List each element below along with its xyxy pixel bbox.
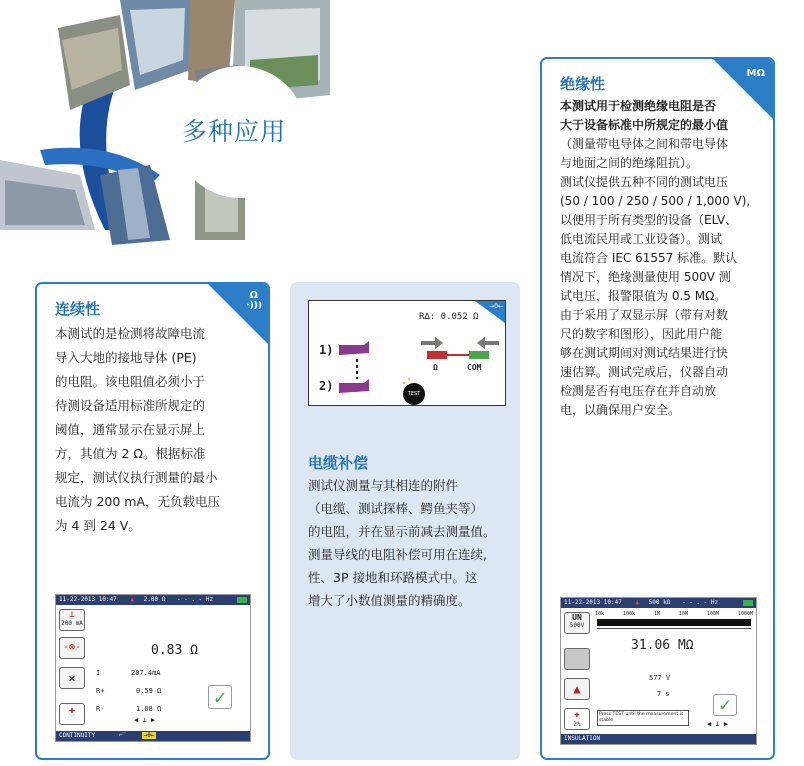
main-reading: 0.83 Ω bbox=[151, 643, 198, 658]
continuity-panel bbox=[35, 282, 270, 760]
text-line: 为 4 到 24 V。 bbox=[55, 518, 141, 533]
insulation-description bbox=[560, 135, 770, 420]
warning-icon: ▲ bbox=[635, 599, 640, 606]
status-frequency: - - . - Hz bbox=[681, 599, 719, 606]
main-reading: 31.06 MΩ bbox=[631, 638, 694, 653]
text-line: 够在测试期间对测试结果进行快 bbox=[560, 346, 729, 360]
status-date: 11-22-2013 10:47 bbox=[564, 599, 622, 606]
screen-footer bbox=[561, 734, 756, 744]
text-line: 的电阻，并在显示前减去测量值。 bbox=[308, 524, 496, 539]
test-button-icon: TEST bbox=[403, 383, 425, 405]
text-line: (50 / 100 / 250 / 500 / 1,000 V), bbox=[560, 194, 751, 208]
scale-tick-label: 1M bbox=[653, 611, 660, 617]
text-line: 检测是否有电压存在并自动放 bbox=[560, 384, 717, 398]
mode-name: INSULATION bbox=[564, 735, 601, 742]
text-line: 电流符合 IEC 61557 标准。默认 bbox=[560, 251, 738, 265]
text-line: 性、3P 接地和环路模式中。这 bbox=[308, 570, 478, 585]
test-voltage-icon[interactable] bbox=[564, 612, 590, 634]
text-line: 速估算。测试完成后，仪器自动 bbox=[560, 365, 729, 379]
nav-arrows[interactable]: ◀ ⊥ ▶ bbox=[707, 720, 729, 728]
step-one-label: 1) bbox=[319, 343, 334, 357]
blank-function-icon[interactable] bbox=[564, 648, 590, 670]
insulation-lead bbox=[560, 97, 770, 135]
row-value-rplus: 0.59 Ω bbox=[136, 687, 162, 695]
omega-icon: Ω bbox=[249, 290, 258, 301]
cable-description bbox=[308, 474, 518, 612]
text-line: 规定，测试仪执行测量的最小 bbox=[55, 470, 218, 485]
text-line: 本测试用于检测绝缘电阻是否 bbox=[560, 99, 717, 113]
text-line: 低电流民用或工业设备）。测试 bbox=[560, 232, 723, 246]
tools-icon[interactable]: ✕ bbox=[59, 667, 85, 689]
text-line: 测量导线的电阻补偿可用在连续, bbox=[308, 547, 487, 562]
megohm-icon: MΩ bbox=[746, 68, 765, 79]
screen-footer bbox=[56, 731, 250, 741]
row-value-current: 207.4mA bbox=[131, 669, 161, 677]
text-line: 电流为 200 mA，无负载电压 bbox=[55, 494, 221, 509]
voltage-reading: 577 V bbox=[649, 674, 671, 682]
step-two-label: 2) bbox=[319, 379, 334, 393]
battery-icon bbox=[743, 600, 753, 606]
insulation-title: 绝缘性 bbox=[560, 75, 606, 93]
row-value-rminus: 1.08 Ω bbox=[136, 705, 162, 713]
mode-label: 200 mA bbox=[61, 620, 83, 627]
check-icon: ✓ bbox=[713, 694, 737, 716]
mode-name: CONTINUITY bbox=[59, 732, 96, 739]
scale-tick-label: 10M bbox=[678, 611, 688, 617]
text-line: （电缆、测试探棒、鳄鱼夹等） bbox=[308, 501, 484, 516]
battery-icon bbox=[237, 597, 247, 603]
text-line: 以便用于所有类型的设备（ELV、 bbox=[560, 213, 738, 227]
scale-tick-label: 10k bbox=[595, 611, 605, 617]
save-icon[interactable]: ✚ bbox=[59, 703, 85, 725]
un-label: UN bbox=[572, 613, 582, 622]
continuity-title: 连续性 bbox=[55, 300, 101, 318]
warning-icon: ▲ bbox=[130, 596, 135, 603]
text-line: 的电阻。该电阻值必须小于 bbox=[55, 374, 206, 389]
status-date: 11-22-2013 10:47 bbox=[59, 596, 117, 603]
text-line: 待测设备适用标准所规定的 bbox=[55, 398, 206, 413]
resistance-probe-icon[interactable]: -⊕- bbox=[59, 637, 85, 659]
text-line: 测试仪提供五种不同的测试电压 bbox=[560, 175, 729, 189]
cable-title: 电缆补偿 bbox=[308, 454, 369, 472]
status-message: Press TEST until the measurement is stable bbox=[597, 710, 689, 726]
text-line: 由于采用了双显示屏（带有对数 bbox=[560, 308, 729, 322]
check-icon: ✓ bbox=[208, 685, 232, 709]
application-collage bbox=[0, 0, 330, 270]
current-mode-icon[interactable]: ⊥ 200 mA bbox=[59, 609, 85, 631]
compensation-diagram bbox=[308, 300, 506, 406]
row-label-rminus: R- bbox=[96, 705, 105, 713]
text-line: 本测试的是检测将故障电流 bbox=[55, 326, 206, 341]
footer-wave-icon: ⌐‾ bbox=[118, 732, 126, 739]
alarm-bell-icon[interactable]: ▲ bbox=[564, 678, 590, 700]
status-limit: 500 kΩ bbox=[648, 599, 671, 606]
insulation-screen bbox=[560, 597, 757, 745]
scale-tick-label: 100M bbox=[706, 611, 719, 617]
text-line: 测试仪测量与其相连的附件 bbox=[308, 478, 459, 493]
continuity-description bbox=[55, 322, 260, 538]
save-icon[interactable]: ✚ 2% bbox=[564, 708, 590, 730]
text-line: 与地面之间的绝缘阻抗）。 bbox=[560, 156, 699, 170]
cable-compensation-panel bbox=[290, 282, 520, 760]
save-percent: 2% bbox=[573, 721, 581, 728]
text-line: 方，其值为 2 Ω。根据标准 bbox=[55, 446, 206, 461]
log-scale-bar bbox=[597, 619, 751, 626]
time-reading: 7 s bbox=[657, 690, 670, 698]
screen-status-bar bbox=[56, 595, 250, 605]
text-line: （测量带电导体之间和带电导体 bbox=[560, 137, 729, 151]
com-terminal-label: COM bbox=[467, 363, 482, 372]
scale-tick-label: 100k bbox=[622, 611, 636, 617]
text-line: 尺的数字和图形），因此用户能 bbox=[560, 327, 723, 341]
text-line: 试电压，报警限值为 0.5 MΩ。 bbox=[560, 289, 727, 303]
scale-baseline bbox=[597, 628, 751, 629]
text-line: 情况下，绝缘测量使用 500V 测 bbox=[560, 270, 731, 284]
scale-tick-label: 1000M bbox=[737, 611, 753, 617]
page-title: 多种应用 bbox=[182, 117, 287, 146]
readout: R∆: 0.052 Ω bbox=[419, 312, 479, 322]
un-value: 500V bbox=[569, 622, 585, 629]
screen-status-bar bbox=[561, 598, 756, 608]
text-line: 导入大地的接地导体 (PE) bbox=[55, 350, 197, 365]
text-line: 阈值，通常显示在显示屏上 bbox=[55, 422, 206, 437]
nav-arrows[interactable]: ◀ ⊥ ▶ bbox=[134, 716, 156, 724]
continuity-screen bbox=[55, 594, 251, 742]
zero-icon: →0← bbox=[489, 303, 503, 310]
text-line: 电，以确保用户安全。 bbox=[560, 403, 681, 417]
buzzer-icon: ·))) bbox=[246, 301, 262, 311]
insulation-panel bbox=[540, 57, 775, 760]
text-line: 增大了小数值测量的精确度。 bbox=[308, 593, 471, 608]
status-frequency: - - . - Hz bbox=[176, 596, 214, 603]
text-line: 大于设备标准中所规定的最小值 bbox=[560, 118, 729, 132]
status-limit: 2.00 Ω bbox=[143, 596, 166, 603]
log-scale-labels bbox=[595, 611, 753, 617]
ohm-terminal-label: Ω bbox=[433, 363, 438, 372]
footer-zero-icon[interactable]: →0← bbox=[143, 732, 155, 739]
row-label-current: I bbox=[96, 669, 101, 677]
row-label-rplus: R+ bbox=[96, 687, 105, 695]
